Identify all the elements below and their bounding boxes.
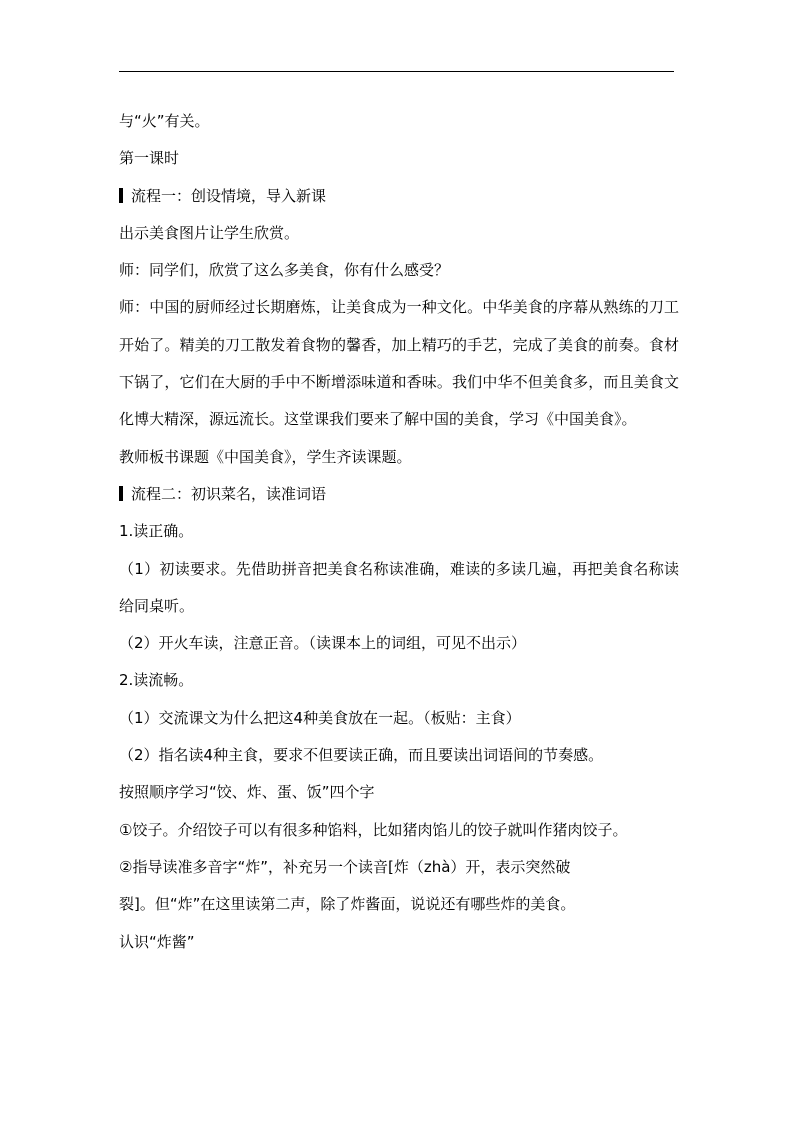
text-line: 裂]。但“炸”在这里读第二声，除了炸酱面，说说还有哪些炸的美食。	[119, 895, 576, 914]
section-heading-one	[119, 178, 679, 215]
lesson-title: 第一课时	[119, 149, 180, 168]
document-body	[119, 103, 679, 961]
text-line: ①饺子。介绍饺子可以有很多种馅料，比如猪肉馅儿的饺子就叫作猪肉饺子。	[119, 820, 628, 839]
text-line: 师：同学们，欣赏了这么多美食，你有什么感受？	[119, 261, 450, 280]
text-line: （2）指名读4种主食，要求不但要读正确，而且要读出词语间的节奏感。	[119, 746, 604, 765]
section-heading-two	[119, 476, 679, 513]
text-line: （1）交流课文为什么把这4种美食放在一起。（板贴：主食）	[119, 708, 521, 727]
text-line: 教师板书课题《中国美食》，学生齐读课题。	[119, 447, 412, 466]
header-rule	[119, 71, 674, 72]
text-line: 出示美食图片让学生欣赏。	[119, 223, 300, 242]
text-line: 与“火”有关。	[119, 112, 210, 130]
text-line: 2.读流畅。	[119, 671, 194, 690]
heading-bar-icon	[119, 188, 123, 203]
paragraph: （1）初读要求。先借助拼音把美食名称读准确，难读的多读几遍，再把美食名称读给同桌听。	[119, 559, 679, 615]
section-heading-text: 流程二：初识菜名，读准词语	[131, 484, 327, 503]
text-line: ②指导读准多音字“炸”，补充另一个读音[炸（zhà）开，表示突然破	[119, 857, 571, 876]
heading-bar-icon	[119, 486, 123, 501]
text-line: 认识“炸酱”	[119, 932, 195, 951]
text-line: 按照顺序学习“饺、炸、蛋、饭”四个字	[119, 783, 375, 802]
text-line: 1.读正确。	[119, 522, 194, 541]
section-heading-text: 流程一：创设情境，导入新课	[131, 186, 327, 205]
paragraph: 师：中国的厨师经过长期磨炼，让美食成为一种文化。中华美食的序幕从熟练的刀工开始了。精美的刀工散发着食物的馨香，加上精巧的手艺，完成了美食的前奏。食材下锅了，它们在大厨的手中不断增添味道和香味。我们中华不但美食多，而且美食文化博大精深，源远流长。这堂课我们要来了解中国的美食，学习《中国美食》。	[119, 298, 679, 429]
text-line: （2）开火车读，注意正音。（读课本上的词组，可见不出示）	[119, 634, 527, 653]
